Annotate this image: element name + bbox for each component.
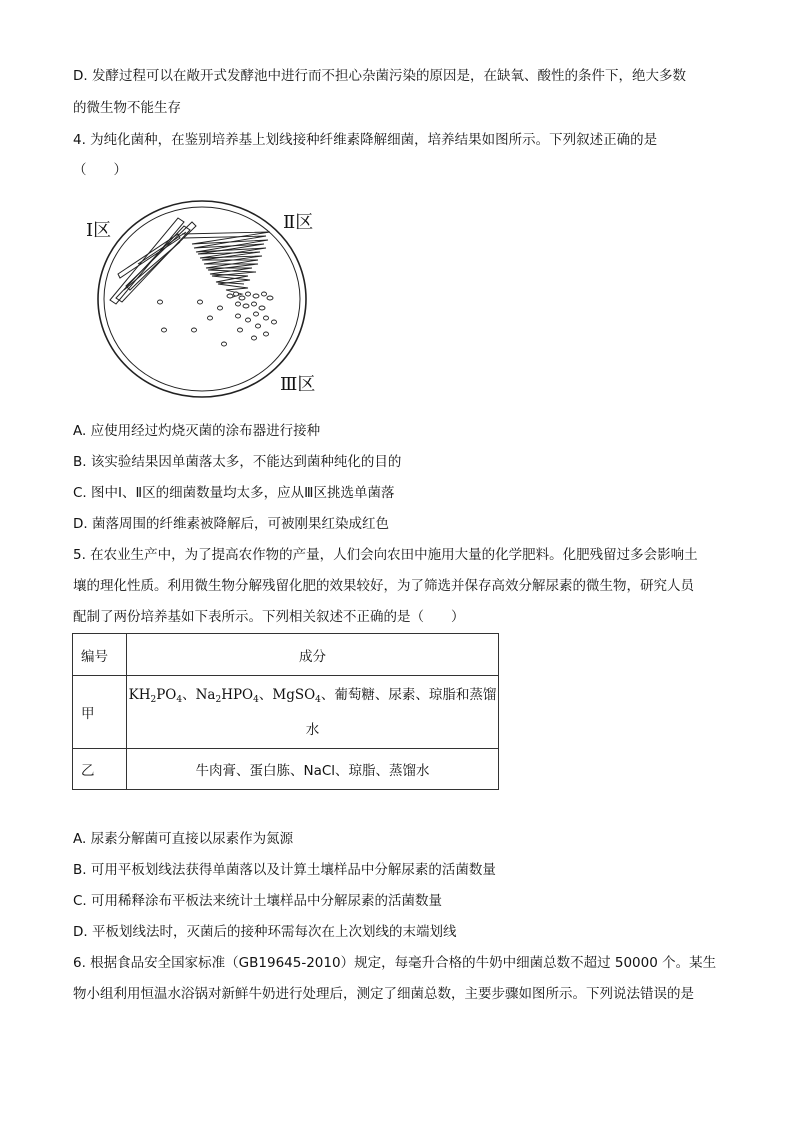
- q3-option-d-line1: D. 发酵过程可以在敞开式发酵池中进行而不担心杂菌污染的原因是，在缺氧、酸性的条件下，绝大多数: [73, 68, 686, 84]
- question-4-stem: 4. 为纯化菌种，在鉴别培养基上划线接种纤维素降解细菌，培养结果如图所示。下列叙述正确的是: [73, 132, 658, 148]
- header-num: 编号: [73, 634, 127, 676]
- medium-table: [72, 633, 499, 790]
- question-4-option-c: C. 图中Ⅰ、Ⅱ区的细菌数量均太多，应从Ⅲ区挑选单菌落: [73, 485, 395, 501]
- question-5-option-d: D. 平板划线法时，灭菌后的接种环需每次在上次划线的末端划线: [73, 924, 457, 940]
- table-row: [73, 749, 499, 790]
- zone-3-colonies: [158, 292, 277, 346]
- question-5-stem-line2: 壤的理化性质。利用微生物分解残留化肥的效果较好，为了筛选并保存高效分解尿素的微生物，研究人员: [73, 578, 694, 594]
- question-4-option-d: D. 菌落周围的纤维素被降解后，可被刚果红染成红色: [73, 516, 389, 532]
- question-4-option-b: B. 该实验结果因单菌落太多，不能达到菌种纯化的目的: [73, 454, 402, 470]
- question-4-paren: （ ）: [73, 162, 127, 178]
- question-5-stem-line3: 配制了两份培养基如下表所示。下列相关叙述不正确的是（ ）: [73, 609, 465, 625]
- row-1-components: $KH_2PO_4$、$Na_2HPO_4$、MgSO$_4$、葡萄糖、尿素、琼脂和蒸馏 水: [127, 676, 499, 749]
- table-header-row: [73, 634, 499, 676]
- row-2-num: 乙: [73, 749, 127, 790]
- q3-option-d-line2: 的微生物不能生存: [73, 100, 181, 116]
- zone-2-label: Ⅱ区: [283, 212, 314, 233]
- question-5-option-a: A. 尿素分解菌可直接以尿素作为氮源: [73, 831, 294, 847]
- question-5-option-c: C. 可用稀释涂布平板法来统计土壤样品中分解尿素的活菌数量: [73, 893, 443, 909]
- question-5-option-b: B. 可用平板划线法获得单菌落以及计算土壤样品中分解尿素的活菌数量: [73, 862, 496, 878]
- question-5-stem-line1: 5. 在农业生产中，为了提高农作物的产量，人们会向农田中施用大量的化学肥料。化肥残留过多会影响土: [73, 547, 698, 563]
- question-6-stem-line2: 物小组利用恒温水浴锅对新鲜牛奶进行处理后，测定了细菌总数，主要步骤如图所示。下列说法错误的是: [73, 986, 694, 1002]
- dish-outer-rim: [98, 201, 306, 397]
- row-2-components: 牛肉膏、蛋白胨、NaCl、琼脂、蒸馏水: [127, 749, 499, 790]
- zone-1-streaks: [110, 218, 196, 304]
- zone-3-label: Ⅲ区: [280, 374, 316, 395]
- question-6-stem-line1: 6. 根据食品安全国家标准（GB19645-2010）规定，每毫升合格的牛奶中细菌总数不超过 50000 个。某生: [73, 955, 717, 971]
- zone-1-label: Ⅰ区: [86, 220, 112, 241]
- table-row: [73, 676, 499, 749]
- header-components: 成分: [127, 634, 499, 676]
- question-4-option-a: A. 应使用经过灼烧灭菌的涂布器进行接种: [73, 423, 321, 439]
- row-1-num: 甲: [73, 676, 127, 749]
